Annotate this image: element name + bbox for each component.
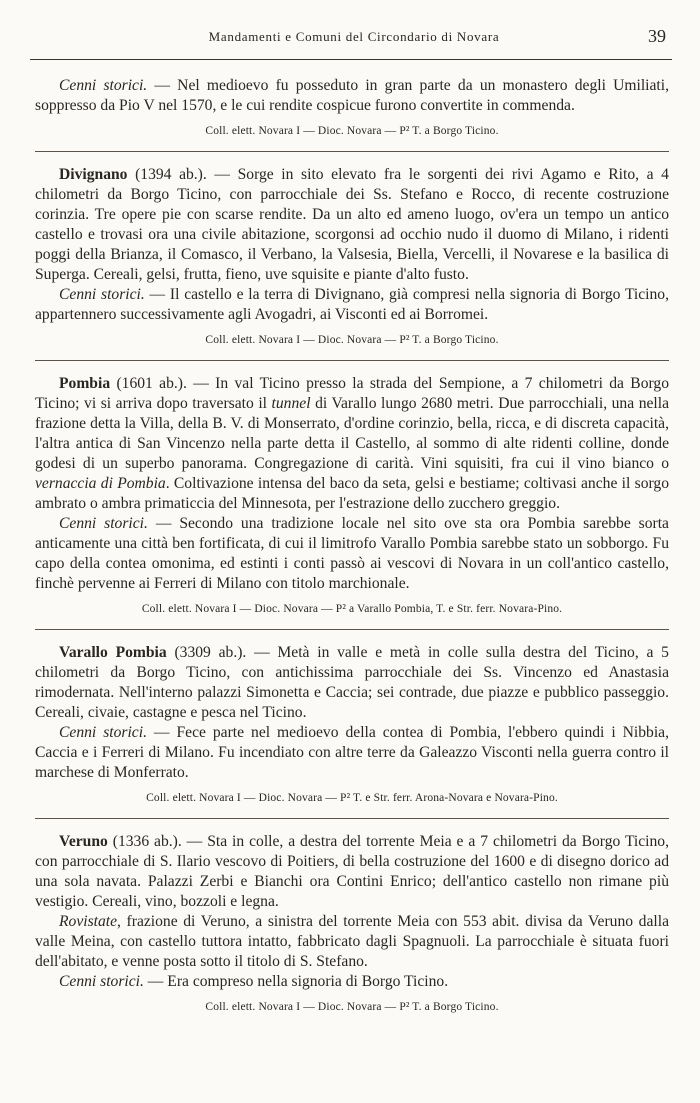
entry-description: [35, 374, 669, 514]
electoral-info: Coll. elett. Novara I — Dioc. Novara — P² a Varallo Pombia, T. e Str. ferr. Novara-Pino.: [141, 603, 563, 615]
history-paragraph: [35, 972, 669, 992]
entry-text: — Sorge in sito elevato fra le sorgenti dei rivi Agamo e Rito, a 4 chilometri da Borgo Ticino, con parrocchiale dei Ss. Stefano e Rocco, di recente costruzione corinzia. Tre opere pie con scarse rendite. Da un alto ed ameno luogo, ov'era un tempo un antico castello e trovasi ora una civile abitazione, scorgonsi ad occhio nudo il duomo di Milano, i ridenti poggi della Brianza, il Comasco, il Verbano, la Valsesia, Biella, Vercelli, il Novarese e la basilica di Superga. Cereali, gelsi, frutta, fieno, uve squisite e piante d'alto fusto.: [35, 166, 669, 283]
entry-description: [35, 832, 669, 912]
history-paragraph: [35, 514, 669, 594]
entry-text: — Sta in colle, a destra del torrente Meia e a 7 chilometri da Borgo Ticino, con parrocchiale di S. Ilario vescovo di Poitiers, di bella costruzione del 1600 e di disegno dorico ad una sola navata. Palazzi Zerbi e Bianchi ora Contini Enrico; dell'antico castello non rimane più vestigio. Cereali, vino, bozzoli e legna.: [35, 833, 669, 910]
frazione-paragraph: [35, 912, 669, 972]
electoral-info: Coll. elett. Novara I — Dioc. Novara — P² T. a Borgo Ticino.: [205, 1001, 499, 1013]
history-label: Cenni storici.: [59, 973, 144, 990]
entry-name: Pombia: [59, 375, 111, 392]
running-title: Mandamenti e Comuni del Circondario di Novara: [208, 29, 500, 44]
entry-previous-tail: [35, 76, 669, 139]
entry-italic-term: tunnel: [271, 395, 311, 412]
entry-text: di Varallo lungo 2680 metri. Due parrocchiali, una nella frazione detta la Villa, della B. V. di Monserrato, d'ordine corinzio, bella, ricca, e di discreta capacità, l'altra antica di San Vincenzo nella parte detta il Castello, al sommo di alte ridenti colline, donde godesi di un superbo panorama. Congregazione di carità. Vini squisiti, fra cui il vino bianco o: [35, 395, 669, 472]
electoral-info: Coll. elett. Novara I — Dioc. Novara — P² T. a Borgo Ticino.: [205, 125, 499, 137]
entry-varallo-pombia: [35, 643, 669, 806]
history-paragraph: [35, 285, 669, 325]
history-paragraph: [35, 76, 669, 116]
section-divider: [35, 629, 669, 630]
entry-veruno: [35, 832, 669, 1015]
entry-divignano: [35, 165, 669, 348]
history-text: — Nel medioevo fu posseduto in gran parte da un monastero degli Umiliati, soppresso da Pio V nel 1570, e le cui rendite cospicue furono convertite in commenda.: [35, 77, 670, 114]
section-divider: [35, 818, 669, 819]
history-label: Cenni storici.: [59, 724, 147, 741]
history-text: — Fece parte nel medioevo della contea di Pombia, l'ebbero quindi i Nibbia, Caccia e i Ferreri di Milano. Fu incendiato con altre terre da Galeazzo Visconti nella guerra contro il marchese di Monferrato.: [35, 724, 669, 781]
entry-description: [35, 643, 669, 723]
entry-population: (1394 ab.).: [127, 166, 207, 183]
entry-text: . Coltivazione intensa del baco da seta, gelsi e bestiame; coltivasi anche il sorgo ambrato o ambra primaticcia del Minnesota, per l'estrazione dello zucchero greggio.: [35, 475, 669, 512]
electoral-info: Coll. elett. Novara I — Dioc. Novara — P² T. e Str. ferr. Arona-Novara e Novara-Pino.: [146, 792, 558, 804]
header-rule: [30, 59, 672, 60]
history-paragraph: [35, 723, 669, 783]
page-body: [35, 76, 669, 1015]
history-text: — Era compreso nella signoria di Borgo Ticino.: [143, 973, 449, 990]
entry-name: Varallo Pombia: [59, 644, 167, 661]
entry-italic-term: vernaccia di Pombia: [35, 475, 166, 492]
history-label: Cenni storici.: [59, 515, 148, 532]
entry-pombia: [35, 374, 669, 617]
history-label: Cenni storici.: [59, 286, 145, 303]
section-divider: [35, 151, 669, 152]
entry-population: (1601 ab.).: [110, 375, 187, 392]
history-label: Cenni storici.: [59, 77, 148, 94]
electoral-info: Coll. elett. Novara I — Dioc. Novara — P² T. a Borgo Ticino.: [205, 334, 499, 346]
entry-text: — In val Ticino presso la strada del Sempione, a 7 chilometri da Borgo Ticino; vi si arriva dopo traversato il: [35, 375, 669, 412]
entry-description: [35, 165, 669, 285]
entry-name: Veruno: [59, 833, 108, 850]
history-text: — Il castello e la terra di Divignano, già compresi nella signoria di Borgo Ticino, appartennero successivamente agli Avogadri, ai Visconti ed ai Borromei.: [35, 286, 669, 323]
running-head: [36, 26, 672, 50]
section-divider: [35, 360, 669, 361]
entry-population: (1336 ab.).: [107, 833, 182, 850]
page-number: 39: [648, 26, 666, 46]
frazione-text: , frazione di Veruno, a sinistra del torrente Meia con 553 abit. divisa da Veruno dalla valle Meina, con castello tuttora intatto, fabbricato dagli Spagnuoli. La parrocchiale è situata fuori dell'abitato, e venne posta sotto il titolo di S. Stefano.: [35, 913, 669, 970]
entry-name: Divignano: [59, 166, 128, 183]
entry-population: (3309 ab.).: [166, 644, 247, 661]
entry-text: — Metà in valle e metà in colle sulla destra del Ticino, a 5 chilometri da Borgo Ticino, con antichissima parrocchiale dei Ss. Vincenzo ed Anastasia rimodernata. Nell'interno palazzi Simonetta e Caccia; sei contrade, due piazze e pubblico passeggio. Cereali, civaie, castagne e pesca nel Ticino.: [35, 644, 669, 721]
frazione-name: Rovistate: [59, 913, 118, 930]
history-text: — Secondo una tradizione locale nel sito ove sta ora Pombia sarebbe sorta anticamente una città ben fortificata, di cui il limitrofo Varallo Pombia sarebbe stato un sobborgo. Fu capo della contea omonima, ed estinti i conti passò ai vescovi di Novara in un coll'antico castello, finchè pervenne ai Ferreri di Milano con titolo marchionale.: [35, 515, 669, 592]
